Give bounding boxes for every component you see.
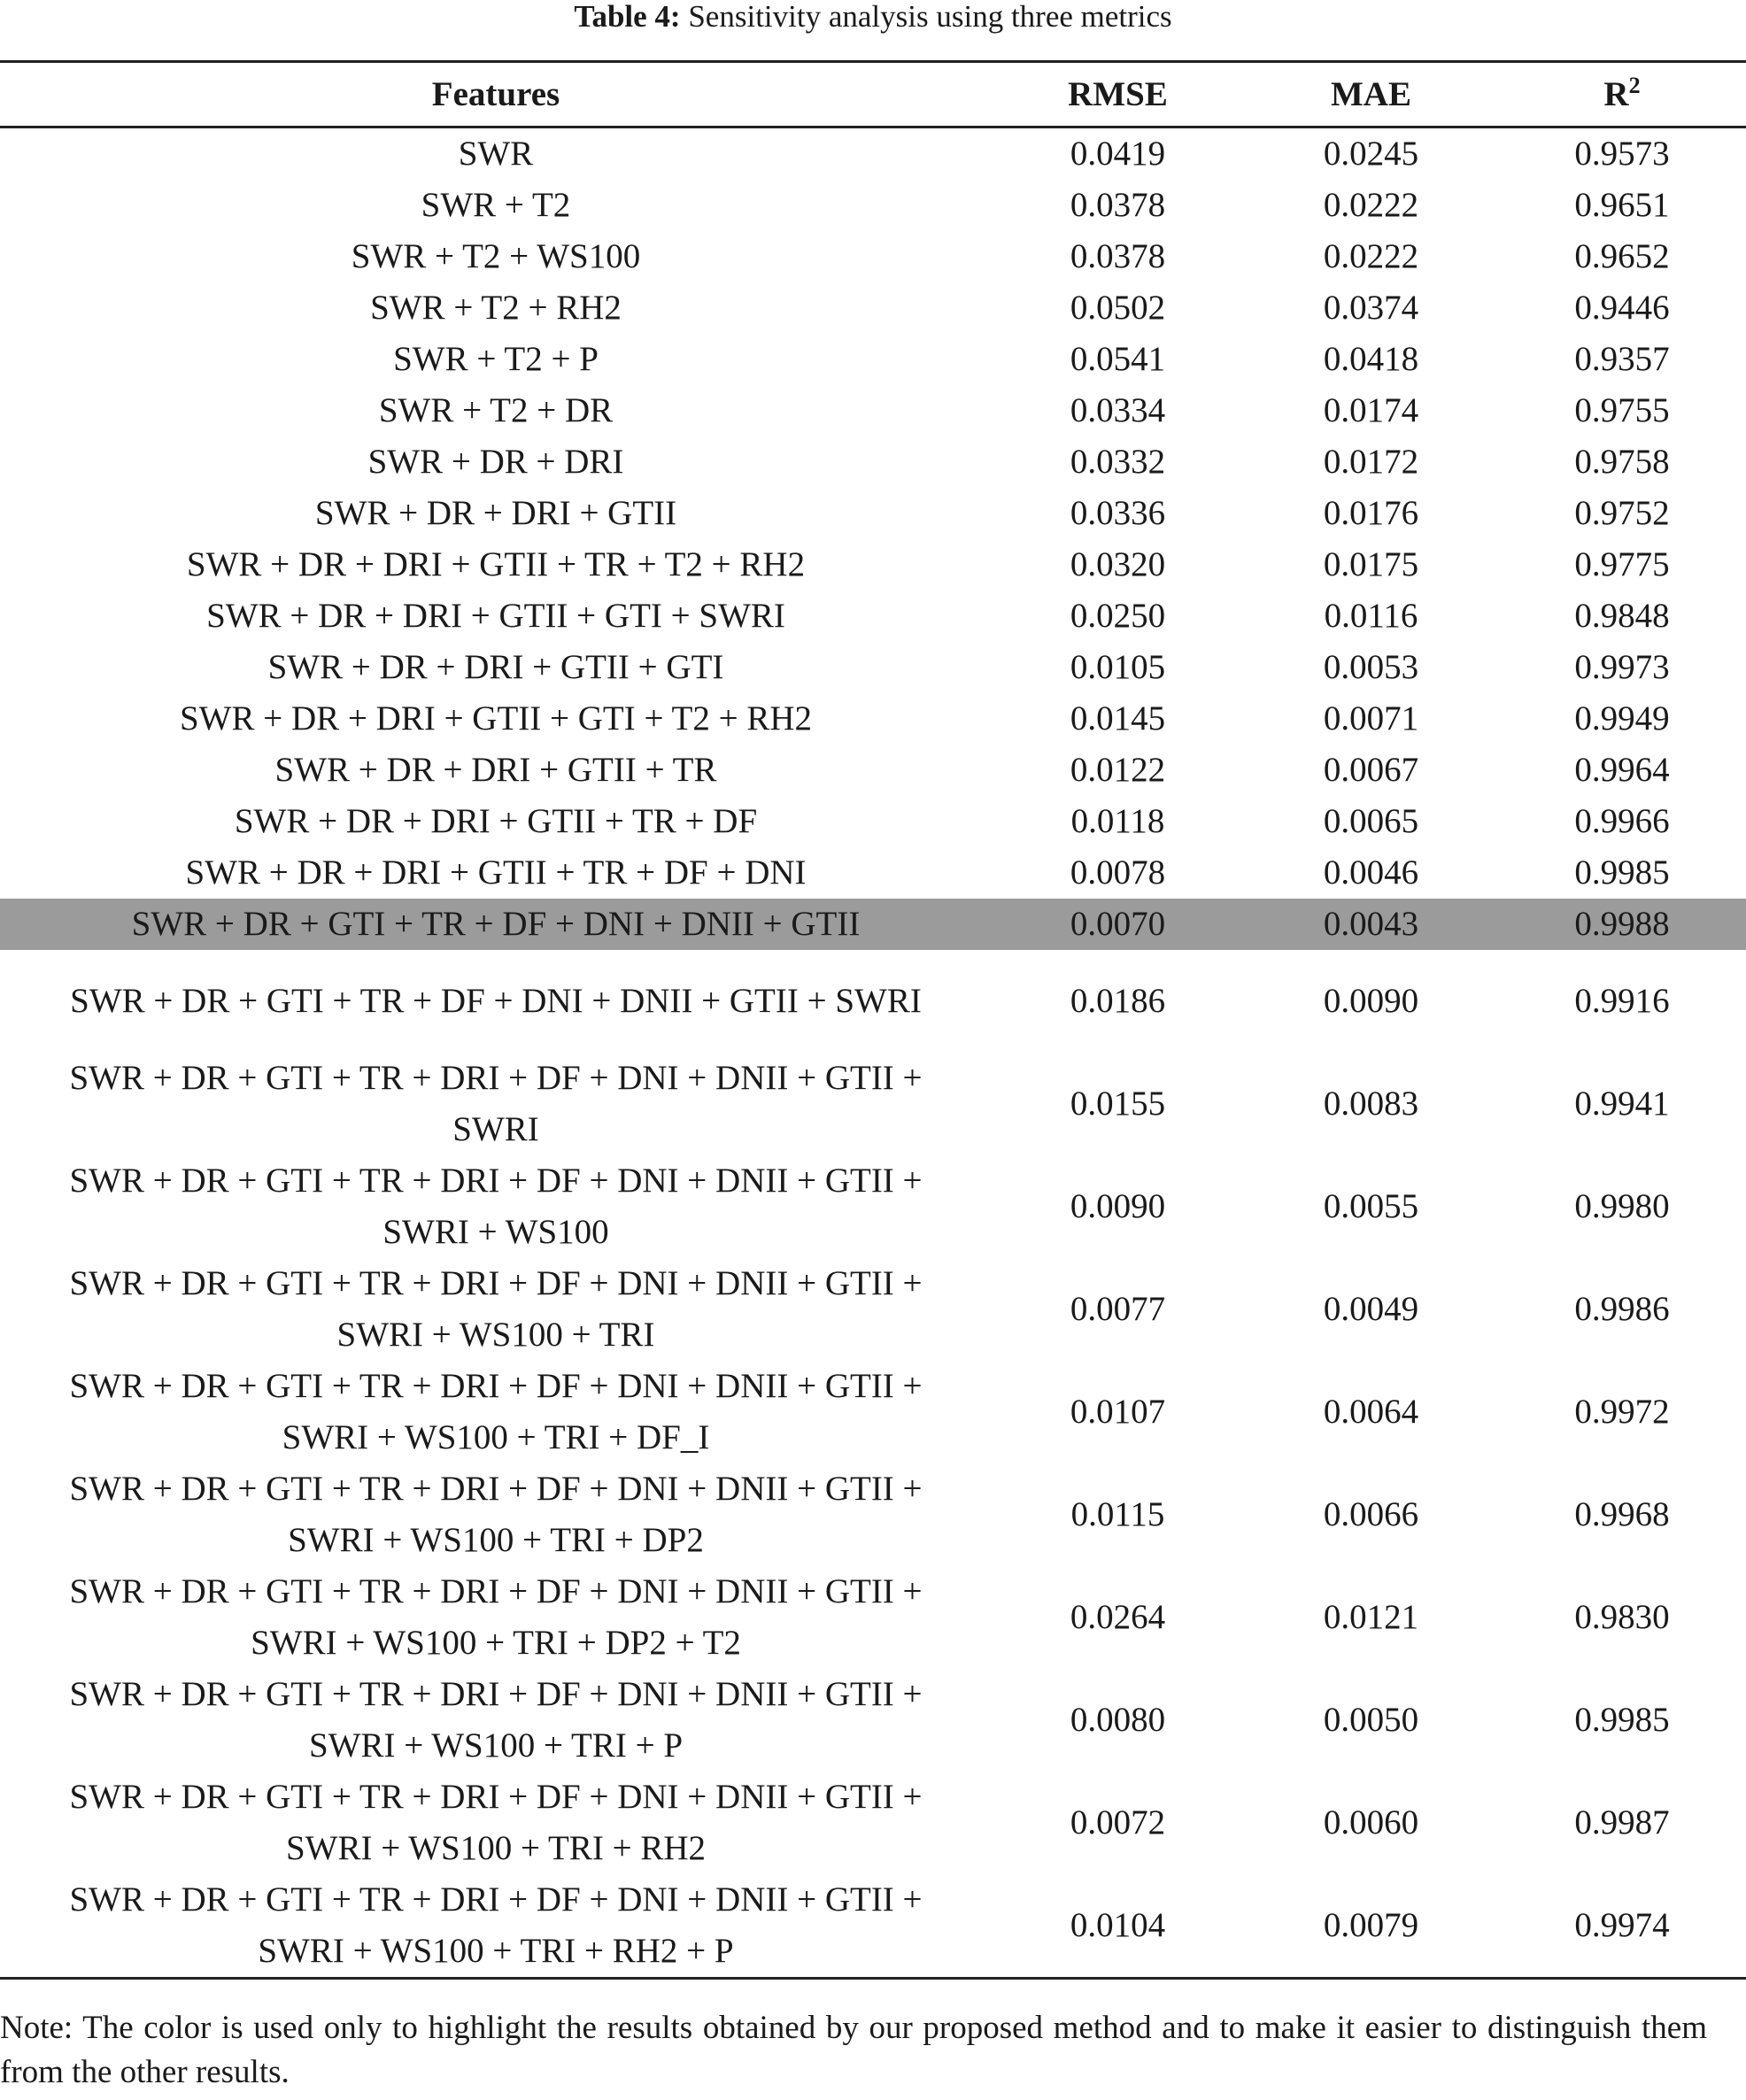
cell-r2: 0.9985 xyxy=(1574,1701,1670,1739)
cell-mae: 0.0418 xyxy=(1323,340,1419,378)
cell-features xyxy=(0,591,992,642)
cell-r2: 0.9573 xyxy=(1574,135,1670,173)
cell-rmse: 0.0122 xyxy=(1070,751,1166,789)
cell-features xyxy=(0,950,992,1053)
cell-r2: 0.9980 xyxy=(1574,1187,1670,1225)
cell-r2: 0.9916 xyxy=(1574,982,1670,1020)
table-note: Note: The color is used only to highlight the results obtained by our proposed method and to make it easier to distinguish them from the other results. xyxy=(0,2010,1707,2090)
cell-rmse: 0.0320 xyxy=(1070,545,1166,583)
cell-r2: 0.9758 xyxy=(1574,443,1670,481)
header-r2 xyxy=(1498,62,1746,127)
cell-mae: 0.0175 xyxy=(1323,545,1419,583)
cell-features xyxy=(0,1361,992,1463)
cell-mae: 0.0050 xyxy=(1323,1701,1419,1739)
table-row xyxy=(0,796,1746,847)
cell-r2: 0.9966 xyxy=(1574,802,1670,840)
cell-rmse: 0.0502 xyxy=(1070,289,1166,327)
table-row xyxy=(0,745,1746,796)
cell-features xyxy=(0,1155,992,1258)
table-row xyxy=(0,1772,1746,1874)
table-row xyxy=(0,642,1746,693)
cell-features xyxy=(0,796,992,847)
cell-r2: 0.9752 xyxy=(1574,494,1670,532)
cell-mae: 0.0172 xyxy=(1323,443,1419,481)
cell-r2: 0.9964 xyxy=(1574,751,1670,789)
cell-r2: 0.9941 xyxy=(1574,1085,1670,1123)
cell-rmse: 0.0145 xyxy=(1070,699,1166,737)
table-row xyxy=(0,693,1746,745)
cell-rmse: 0.0072 xyxy=(1070,1803,1166,1841)
feature-list-text: SWR + DR + GTI + TR + DRI + DF + DNI + DNII + GTII + SWRI xyxy=(69,1059,923,1148)
cell-r2: 0.9775 xyxy=(1574,545,1670,583)
cell-rmse: 0.0378 xyxy=(1070,186,1166,224)
cell-rmse: 0.0334 xyxy=(1070,391,1166,429)
cell-r2: 0.9755 xyxy=(1574,391,1670,429)
cell-mae: 0.0116 xyxy=(1324,597,1418,635)
cell-features xyxy=(0,1053,992,1155)
table-row xyxy=(0,1361,1746,1463)
cell-r2: 0.9652 xyxy=(1574,237,1670,275)
feature-list-text: SWR + DR + DRI + GTII xyxy=(314,494,677,532)
cell-mae: 0.0245 xyxy=(1323,135,1419,173)
cell-r2: 0.9987 xyxy=(1574,1803,1670,1841)
feature-list-text: SWR + DR + DRI + GTII + GTI + SWRI xyxy=(206,597,785,635)
cell-rmse: 0.0250 xyxy=(1070,597,1166,635)
feature-list-text: SWR + DR + DRI + GTII + GTI xyxy=(267,648,724,686)
cell-rmse: 0.0118 xyxy=(1070,802,1165,840)
cell-r2: 0.9357 xyxy=(1574,340,1670,378)
feature-list-text: SWR + DR + GTI + TR + DRI + DF + DNI + DNII + GTII + SWRI + WS100 + TRI + DF_I xyxy=(69,1367,923,1456)
feature-list-text: SWR + DR + GTI + TR + DRI + DF + DNI + DNII + GTII + SWRI + WS100 + TRI + DP2 + T2 xyxy=(69,1572,923,1662)
feature-list-text: SWR xyxy=(458,135,534,173)
cell-features xyxy=(0,1566,992,1669)
cell-features xyxy=(0,899,992,950)
cell-mae: 0.0055 xyxy=(1323,1187,1419,1225)
table-row xyxy=(0,1566,1746,1669)
cell-rmse: 0.0332 xyxy=(1070,443,1166,481)
table-row xyxy=(0,1669,1746,1772)
cell-mae: 0.0222 xyxy=(1323,237,1419,275)
header-r2-base: R xyxy=(1603,74,1629,113)
cell-r2: 0.9972 xyxy=(1574,1393,1670,1431)
table-row xyxy=(0,488,1746,539)
feature-list-text: SWR + DR + DRI + GTII + TR + T2 + RH2 xyxy=(186,545,806,583)
cell-mae: 0.0374 xyxy=(1323,289,1419,327)
cell-r2: 0.9446 xyxy=(1574,289,1670,327)
table-row xyxy=(0,847,1746,899)
cell-rmse: 0.0186 xyxy=(1070,982,1166,1020)
feature-list-text: SWR + DR + GTI + TR + DRI + DF + DNI + DNII + GTII + SWRI + WS100 + TRI + RH2 xyxy=(69,1778,923,1867)
feature-list-text: SWR + DR + GTI + TR + DRI + DF + DNI + DNII + GTII + SWRI + WS100 + TRI + DP2 xyxy=(69,1470,923,1559)
cell-mae: 0.0090 xyxy=(1323,982,1419,1020)
feature-list-text: SWR + DR + GTI + TR + DRI + DF + DNI + DNII + GTII + SWRI + WS100 + TRI xyxy=(69,1264,923,1354)
feature-list-text: SWR + T2 + P xyxy=(393,340,599,378)
table-caption xyxy=(0,0,1746,34)
cell-rmse: 0.0070 xyxy=(992,899,1244,950)
table-row xyxy=(0,1463,1746,1566)
table-row xyxy=(0,282,1746,334)
cell-mae: 0.0049 xyxy=(1323,1290,1419,1328)
feature-list-text: SWR + DR + DRI + GTII + TR + DF xyxy=(234,802,758,840)
cell-mae: 0.0222 xyxy=(1323,186,1419,224)
table-row xyxy=(0,950,1746,1053)
feature-list-text: SWR + DR + DRI xyxy=(367,443,624,481)
cell-features xyxy=(0,127,992,181)
feature-list-text: SWR + T2 + DR xyxy=(378,391,614,429)
cell-mae: 0.0066 xyxy=(1323,1495,1419,1533)
feature-list-text: SWR + T2 + RH2 xyxy=(370,289,622,327)
feature-list-text: SWR + DR + DRI + GTII + GTI + T2 + RH2 xyxy=(179,699,813,737)
cell-features xyxy=(0,1669,992,1772)
cell-r2: 0.9968 xyxy=(1574,1495,1670,1533)
cell-r2: 0.9988 xyxy=(1498,899,1746,950)
cell-mae: 0.0176 xyxy=(1323,494,1419,532)
feature-list-text: SWR + DR + GTI + TR + DRI + DF + DNI + DNII + GTII + SWRI + WS100 + TRI + RH2 + P xyxy=(69,1880,923,1970)
cell-features xyxy=(0,334,992,385)
cell-r2: 0.9949 xyxy=(1574,699,1670,737)
table-row xyxy=(0,1053,1746,1155)
sensitivity-table xyxy=(0,60,1746,1980)
cell-r2: 0.9974 xyxy=(1498,1874,1746,1979)
cell-features xyxy=(0,385,992,436)
feature-list-text: SWR + T2 xyxy=(421,186,571,224)
cell-mae: 0.0071 xyxy=(1323,699,1419,737)
table-caption-text: Sensitivity analysis using three metrics xyxy=(680,0,1172,34)
table-row xyxy=(0,436,1746,488)
table-row xyxy=(0,334,1746,385)
feature-list-text: SWR + DR + GTI + TR + DF + DNI + DNII + GTII + SWRI xyxy=(70,982,922,1020)
cell-r2: 0.9973 xyxy=(1574,648,1670,686)
cell-r2: 0.9830 xyxy=(1574,1598,1670,1636)
feature-list-text: SWR + DR + GTI + TR + DRI + DF + DNI + DNII + GTII + SWRI + WS100 + TRI + P xyxy=(69,1675,923,1764)
table-row xyxy=(0,127,1746,181)
cell-rmse: 0.0264 xyxy=(1070,1598,1166,1636)
table-row xyxy=(0,1155,1746,1258)
table-row xyxy=(0,180,1746,231)
cell-rmse: 0.0336 xyxy=(1070,494,1166,532)
cell-rmse: 0.0105 xyxy=(1070,648,1166,686)
feature-list-text: SWR + DR + GTI + TR + DF + DNI + DNII + GTII xyxy=(131,905,861,943)
table-header-row xyxy=(0,62,1746,127)
table-row xyxy=(0,539,1746,591)
cell-r2: 0.9848 xyxy=(1574,597,1670,635)
cell-features xyxy=(0,488,992,539)
table-row xyxy=(0,231,1746,282)
cell-mae: 0.0064 xyxy=(1323,1393,1419,1431)
cell-features xyxy=(0,642,992,693)
cell-mae: 0.0121 xyxy=(1323,1598,1419,1636)
cell-features xyxy=(0,693,992,745)
cell-rmse: 0.0107 xyxy=(1070,1393,1166,1431)
cell-features xyxy=(0,180,992,231)
cell-rmse: 0.0090 xyxy=(1070,1187,1166,1225)
cell-features xyxy=(0,1772,992,1874)
cell-features xyxy=(0,539,992,591)
cell-features xyxy=(0,1463,992,1566)
cell-features xyxy=(0,436,992,488)
cell-rmse: 0.0115 xyxy=(1070,1495,1165,1533)
table-row xyxy=(0,1874,1746,1979)
cell-mae: 0.0053 xyxy=(1323,648,1419,686)
cell-mae: 0.0065 xyxy=(1323,802,1419,840)
cell-features xyxy=(0,231,992,282)
header-mae: MAE xyxy=(1244,62,1498,127)
cell-r2: 0.9651 xyxy=(1574,186,1670,224)
cell-mae: 0.0046 xyxy=(1323,853,1419,892)
cell-features xyxy=(0,847,992,899)
feature-list-text: SWR + T2 + WS100 xyxy=(351,237,641,275)
cell-rmse: 0.0419 xyxy=(1070,135,1166,173)
cell-rmse: 0.0077 xyxy=(1070,1290,1166,1328)
cell-features xyxy=(0,1874,992,1979)
table-body xyxy=(0,127,1746,1979)
feature-list-text: SWR + DR + DRI + GTII + TR xyxy=(274,751,717,789)
cell-rmse: 0.0080 xyxy=(1070,1701,1166,1739)
cell-rmse: 0.0078 xyxy=(1070,853,1166,892)
table-row xyxy=(0,385,1746,436)
cell-rmse: 0.0541 xyxy=(1070,340,1166,378)
table-row-highlighted xyxy=(0,899,1746,950)
cell-rmse: 0.0378 xyxy=(1070,237,1166,275)
header-rmse: RMSE xyxy=(992,62,1244,127)
cell-mae: 0.0060 xyxy=(1323,1803,1419,1841)
cell-mae: 0.0079 xyxy=(1244,1874,1498,1979)
table-caption-label: Table 4: xyxy=(574,0,681,34)
cell-mae: 0.0174 xyxy=(1323,391,1419,429)
cell-rmse: 0.0155 xyxy=(1070,1085,1166,1123)
cell-r2: 0.9986 xyxy=(1574,1290,1670,1328)
cell-mae: 0.0043 xyxy=(1244,899,1498,950)
cell-features xyxy=(0,282,992,334)
table-row xyxy=(0,1258,1746,1361)
cell-features xyxy=(0,745,992,796)
feature-list-text: SWR + DR + GTI + TR + DRI + DF + DNI + DNII + GTII + SWRI + WS100 xyxy=(69,1162,923,1251)
feature-list-text: SWR + DR + DRI + GTII + TR + DF + DNI xyxy=(185,853,807,892)
cell-features xyxy=(0,1258,992,1361)
cell-mae: 0.0067 xyxy=(1323,751,1419,789)
cell-mae: 0.0083 xyxy=(1323,1085,1419,1123)
cell-r2: 0.9985 xyxy=(1574,853,1670,892)
table-row xyxy=(0,591,1746,642)
header-features: Features xyxy=(0,62,992,127)
cell-rmse: 0.0104 xyxy=(992,1874,1244,1979)
header-r2-sup: 2 xyxy=(1628,72,1641,98)
